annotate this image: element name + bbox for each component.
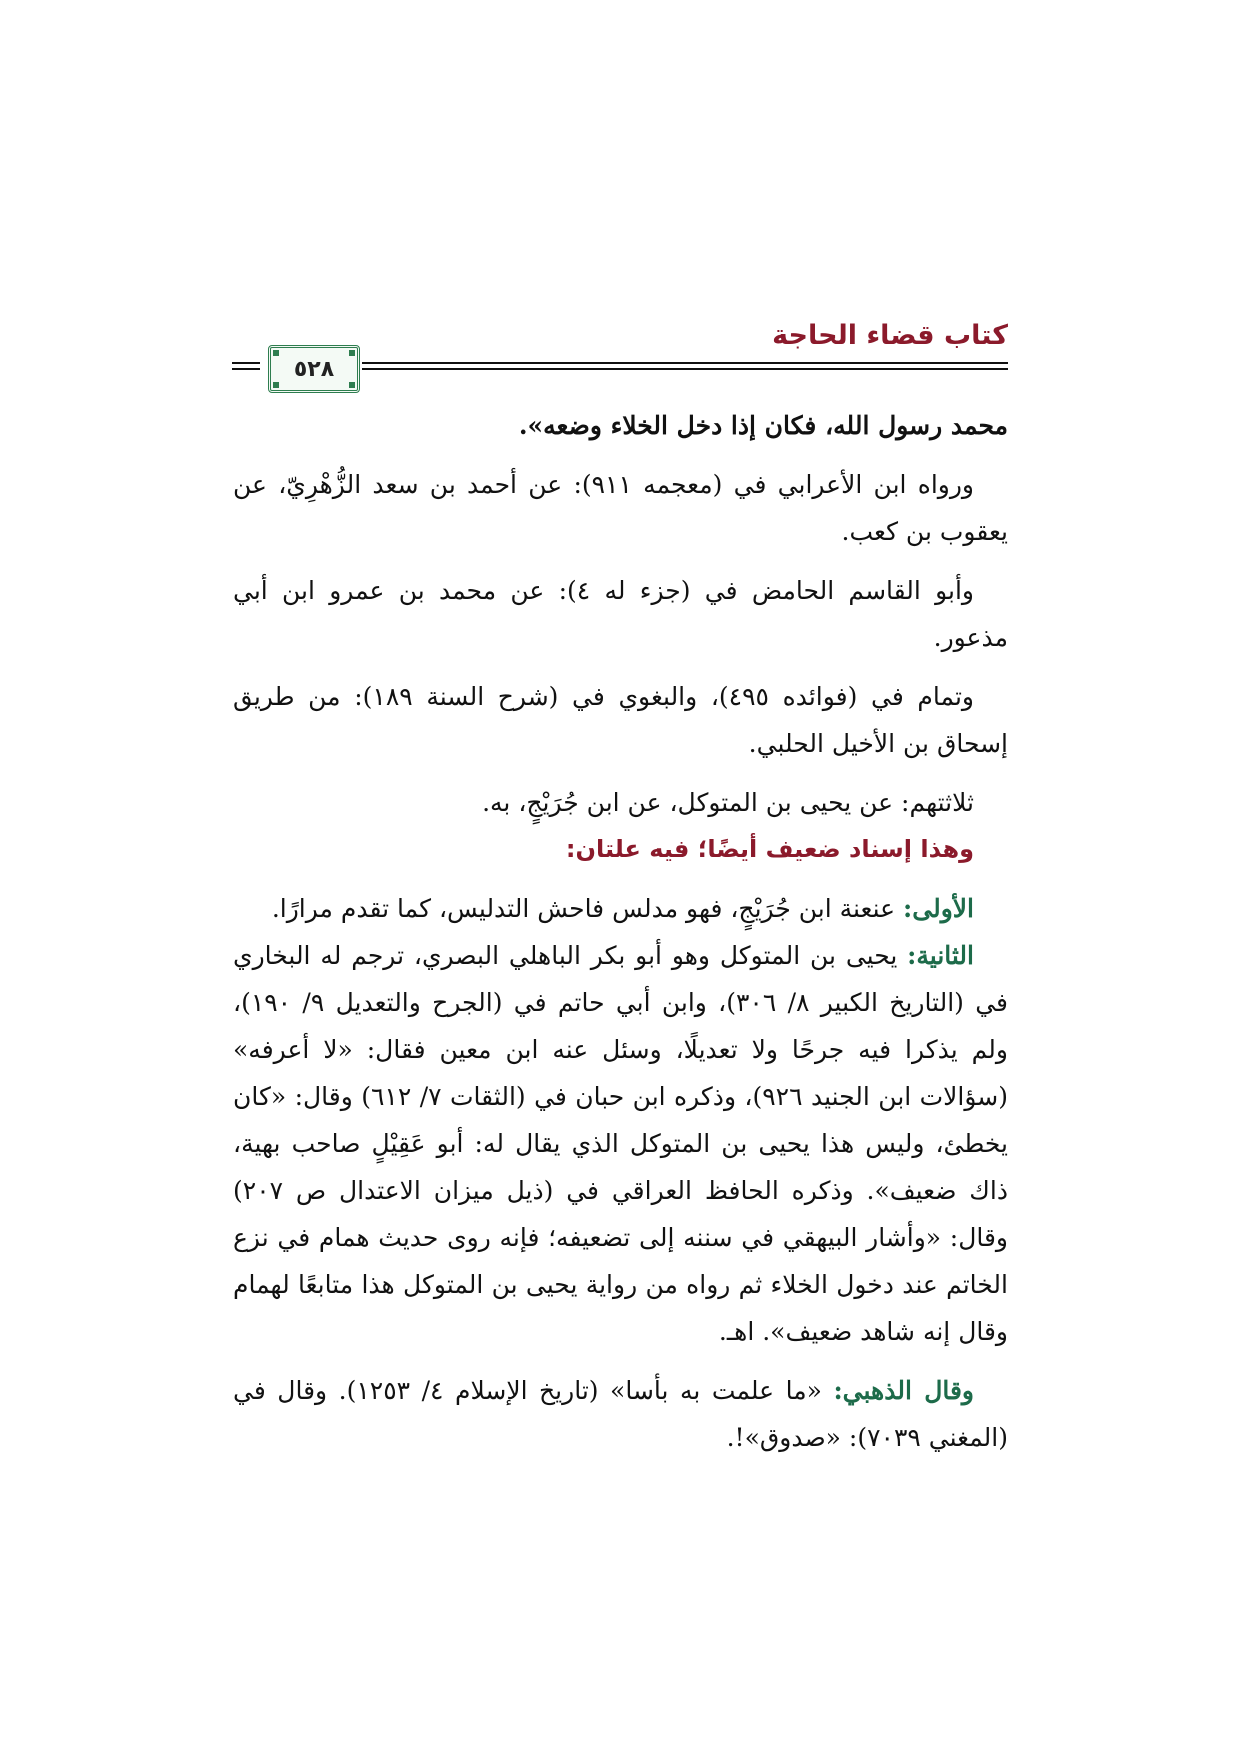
page-number: ٥٢٨: [293, 356, 335, 382]
paragraph-tammam: وتمام في (فوائده ٤٩٥)، والبغوي في (شرح السنة ١٨٩): من طريق إسحاق بن الأخيل الحلبي.: [233, 682, 1008, 758]
paragraph-ibn-alarabi: ورواه ابن الأعرابي في (معجمه ٩١١): عن أحمد بن سعد الزُّهْرِيّ، عن يعقوب بن كعب.: [233, 470, 1008, 546]
label-first: الأولى:: [903, 894, 974, 923]
label-second: الثانية:: [907, 941, 974, 970]
paragraph-second-defect: [233, 932, 1008, 1355]
ornament-icon: [273, 382, 279, 388]
paragraph-abu-alqasim: وأبو القاسم الحامض في (جزء له ٤): عن محمد بن عمرو ابن أبي مذعور.: [233, 576, 1008, 652]
header-rule: [232, 362, 260, 364]
text-second: يحيى بن المتوكل وهو أبو بكر الباهلي البصري، ترجم له البخاري في (التاريخ الكبير ٨/ ٣٠٦)، وابن أبي حاتم في (الجرح والتعديل ٩/ ١٩٠)، ولم يذكرا فيه جرحًا ولا تعديلًا، وسئل عنه ابن معين فقال: «لا أعرفه» (سؤالات ابن الجنيد ٩٢٦)، وذكره ابن حبان في (الثقات ٧/ ٦١٢) وقال: «كان يخطئ، وليس هذا يحيى بن المتوكل الذي يقال له: أبو عَقِيْلٍ صاحب بهية، ذاك ضعيف». وذكره الحافظ العراقي في (ذيل ميزان الاعتدال ص ٢٠٧) وقال: «وأشار البيهقي في سننه إلى تضعيفه؛ فإنه روى حديث همام في نزع الخاتم عند دخول الخلاء ثم رواه من رواية يحيى بن المتوكل هذا متابعًا لهمام وقال إنه شاهد ضعيف». اهـ.: [233, 941, 1008, 1346]
text-first: عنعنة ابن جُرَيْجٍ، فهو مدلس فاحش التدليس، كما تقدم مرارًا.: [271, 894, 904, 923]
text-dhahabi: «ما علمت به بأسا» (تاريخ الإسلام ٤/ ١٢٥٣). وقال في (المغني ٧٠٣٩): «صدوق»!.: [233, 1376, 1008, 1452]
header-rule: [362, 368, 1008, 370]
ornament-icon: [349, 382, 355, 388]
ornament-icon: [273, 350, 279, 356]
page-header: [232, 312, 1008, 392]
paragraph-dhahabi: [233, 1367, 1008, 1461]
page-number-badge: [268, 345, 360, 393]
header-rule: [362, 362, 1008, 364]
book-title: كتاب قضاء الحاجة: [772, 320, 1008, 351]
paragraph-hadith-end: محمد رسول الله، فكان إذا دخل الخلاء وضعه».: [518, 411, 1008, 440]
ornament-icon: [349, 350, 355, 356]
header-rule: [232, 368, 260, 370]
label-dhahabi: وقال الذهبي:: [833, 1376, 974, 1405]
paragraph-three-narrators: ثلاثتهم: عن يحيى بن المتوكل، عن ابن جُرَيْجٍ، به.: [482, 788, 974, 817]
page-body: [233, 402, 1008, 1461]
section-heading-two-defects: وهذا إسناد ضعيف أيضًا؛ فيه علتان:: [565, 835, 974, 863]
paragraph-first-defect: [233, 885, 1008, 932]
